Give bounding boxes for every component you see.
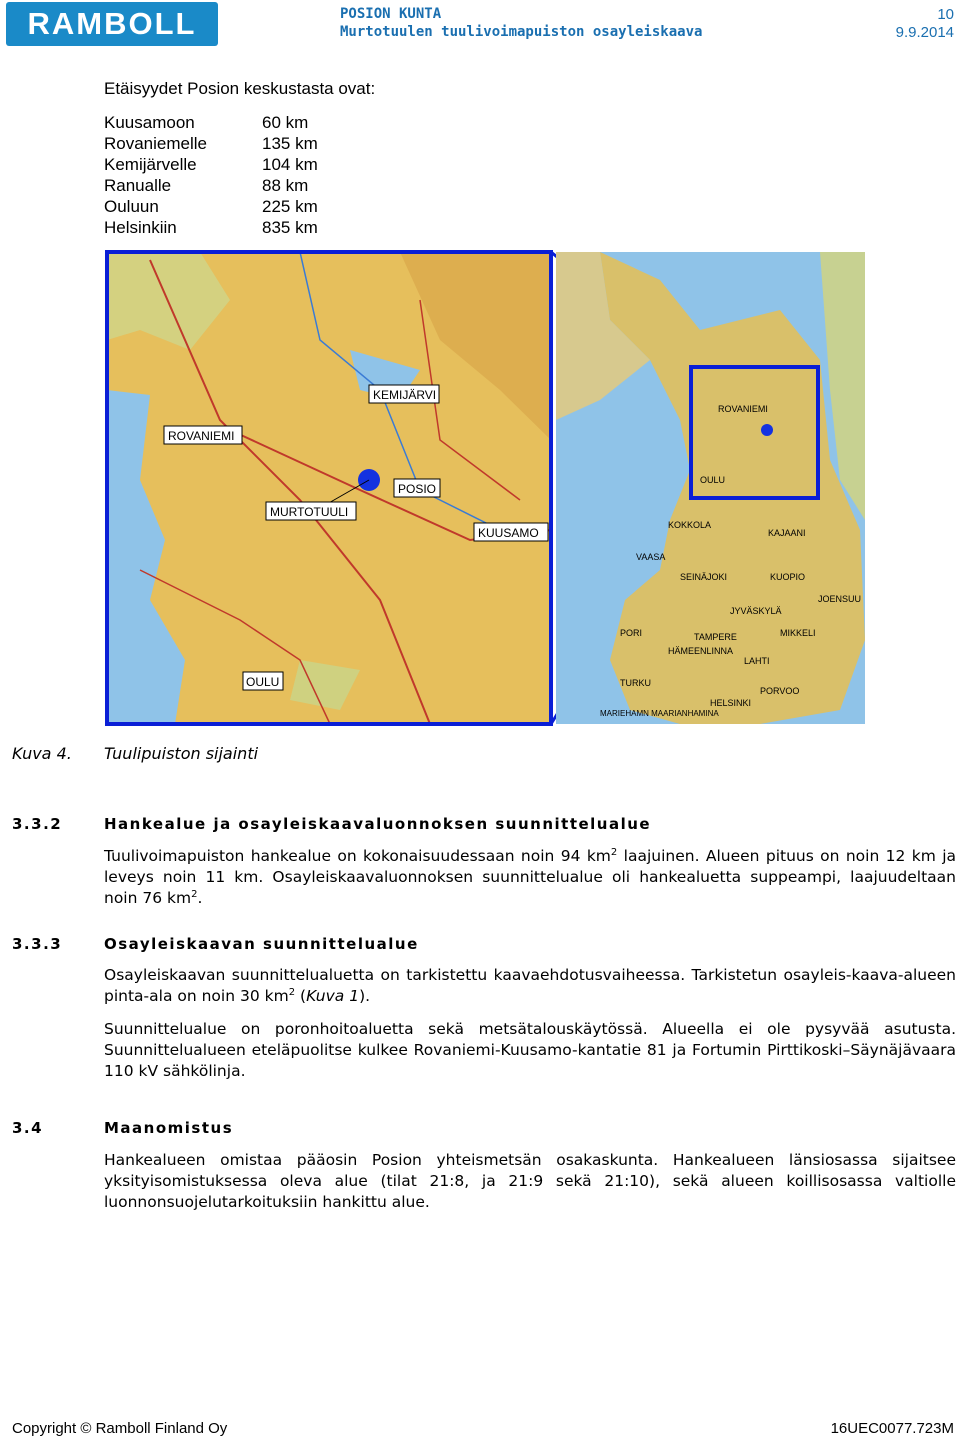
header-title: POSION KUNTA [340,6,442,22]
distances-title: Etäisyydet Posion keskustasta ovat: [104,79,376,98]
header-subtitle: Murtotuulen tuulivoimapuiston osayleiskaava [340,24,703,40]
header-date: 9.9.2014 [895,24,954,41]
distance-place: Helsinkiin [104,218,177,237]
text-run: ( [295,987,307,1005]
section-number-333: 3.3.3 [12,935,63,953]
distance-place: Ouluun [104,197,159,216]
map-label-kuusamo: KUUSAMO [478,526,539,540]
distance-place: Kuusamoon [104,113,195,132]
footer-doc-id: 16UEC0077.723M [830,1420,954,1437]
distance-km: 60 km [262,113,309,132]
location-map-figure [0,240,960,730]
distance-row [104,175,318,196]
map-label-kemijarvi: KEMIJÄRVI [373,388,437,402]
section-title-333: Osayleiskaavan suunnittelualue [104,935,419,953]
map-label-murtotuuli: MURTOTUULI [270,505,349,519]
text-run: Osayleiskaavan suunnittelualuetta on tarkistettu kaavaehdotusvaiheessa. Tarkistetun osayleis-kaava-alueen pinta-ala on noin 30 km [104,966,956,1005]
overview-label-jyvaskyla: JYVÄSKYLÄ [730,606,782,616]
distance-km: 225 km [262,197,318,216]
figure-label: Kuva 4. [12,744,72,763]
overview-label-oulu: OULU [700,475,726,485]
distance-row [104,133,318,154]
text-run: Tuulivoimapuiston hankealue on kokonaisuudessaan noin 94 km [104,847,611,865]
distance-km: 135 km [262,134,318,153]
overview-label-mikkeli: MIKKELI [780,628,816,638]
superscript: 2 [191,888,198,900]
section-title-34: Maanomistus [104,1119,234,1137]
distance-row [104,217,318,238]
overview-label-joensuu: JOENSUU [818,594,862,604]
paragraph-333-2: Suunnittelualue on poronhoitoaluetta sekä metsätalouskäytössä. Alueella ei ole pysyvää asutusta. Suunnittelualueen eteläpuolitse kulkee Rovaniemi-Kuusamo-kantatie 81 ja Fortumin Pirttikoski–Säynäjävaara 110 kV sähkölinja. [104,1020,956,1080]
distance-place: Rovaniemelle [104,134,207,153]
finland-overview-map [556,252,865,724]
overview-label-helsinki: HELSINKI [710,698,752,708]
paragraph-34: Hankealueen omistaa pääosin Posion yhteismetsän osakaskunta. Hankealueen länsiosassa sijaitsee yksityisomistuksessa oleva alue (tilat 21:8, ja 21:9 sekä 21:10), sekä alueen koillisosassa valtiolle luonnonsuojelutarkoituksiin hankittu alue. [104,1151,956,1211]
text-run: ). [359,987,371,1005]
overview-label-rovaniemi: ROVANIEMI [718,404,768,414]
overview-label-seinajoki: SEINÄJOKI [680,572,728,582]
map-label-posio: POSIO [398,482,437,496]
ramboll-logo: RAMBOLL [6,2,218,46]
distance-place: Kemijärvelle [104,155,197,174]
figure-caption: Tuulipuiston sijainti [104,744,259,763]
distance-km: 835 km [262,218,318,237]
distance-place: Ranualle [104,176,172,195]
overview-label-kuopio: KUOPIO [770,572,806,582]
distance-km: 88 km [262,176,309,195]
overview-label-kokkola: KOKKOLA [668,520,712,530]
overview-label-tampere: TAMPERE [694,632,737,642]
distance-row [104,112,318,133]
overview-label-kajaani: KAJAANI [768,528,806,538]
paragraph-333-1 [104,965,956,1007]
distance-row [104,154,318,175]
superscript: 2 [610,846,618,858]
distance-km: 104 km [262,155,318,174]
regional-map [107,252,551,724]
overview-label-porvoo: PORVOO [760,686,800,696]
superscript: 2 [288,986,296,998]
overview-label-pori: PORI [620,628,643,638]
figure-reference: Kuva 1 [306,987,360,1005]
overview-label-vaasa: VAASA [636,552,666,562]
page-number: 10 [937,6,954,23]
footer-copyright: Copyright © Ramboll Finland Oy [12,1420,228,1437]
overview-label-lahti: LAHTI [744,656,770,666]
text-run: . [197,889,203,907]
map-label-oulu: OULU [246,675,280,689]
text-run: laajuinen. Alueen pituus on noin 12 km ja leveys noin 11 km. Osayleiskaavaluonnoksen suunnittelualue oli hankealuetta suppeampi, laajuudeltaan noin 76 km [104,847,956,907]
distances-table [104,112,318,238]
paragraph-332 [104,846,956,909]
section-title-332: Hankealue ja osayleiskaavaluonnoksen suunnittelualue [104,815,652,833]
overview-label-turku: TURKU [620,678,651,688]
section-number-332: 3.3.2 [12,815,63,833]
distance-row [104,196,318,217]
overview-label-hameenlinna: HÄMEENLINNA [668,646,734,656]
overview-label-mariehamn: MARIEHAMN MAARIANHAMINA [600,709,719,718]
map-label-rovaniemi: ROVANIEMI [168,429,235,443]
section-number-34: 3.4 [12,1119,44,1137]
project-location-marker [761,424,773,436]
